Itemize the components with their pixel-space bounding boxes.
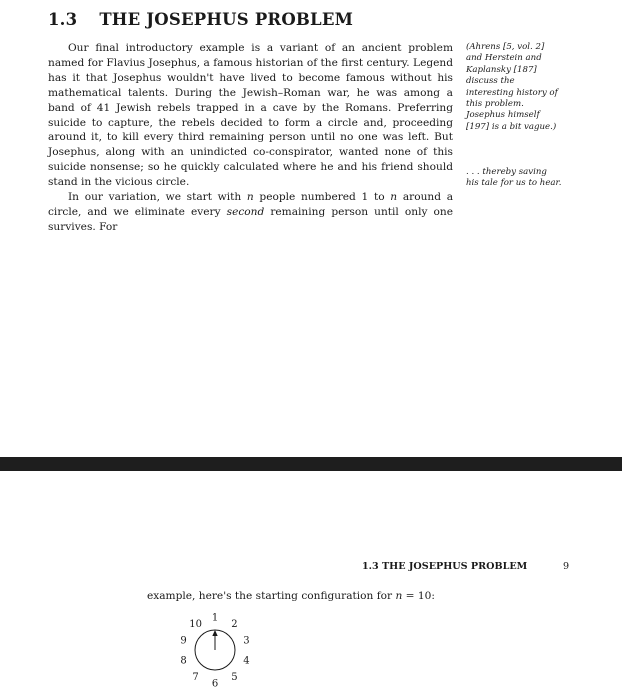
position-label-6: 6 bbox=[211, 678, 219, 690]
paragraph-2-text: people numbered 1 to bbox=[253, 191, 391, 204]
position-label-5: 5 bbox=[231, 672, 238, 684]
position-label-10: 10 bbox=[189, 618, 202, 630]
section-number: 1.3 bbox=[48, 10, 78, 29]
paragraph-2-text: around a circle, and we eliminate every bbox=[48, 191, 454, 218]
continued-text-part: example, here's the starting configuration for bbox=[147, 590, 396, 602]
josephus-circle-figure bbox=[150, 605, 280, 700]
position-label-7: 7 bbox=[192, 672, 199, 684]
paragraph-2 bbox=[48, 190, 453, 235]
position-label-2: 2 bbox=[231, 618, 238, 630]
margin-note-references: (Ahrens [5, vol. 2] and Herstein and Kaplansky [187] discuss the interesting history of this problem. Josephus himself [197] is a bit vague.) bbox=[466, 42, 558, 132]
paragraph-2-text: remaining person until only one survives. For bbox=[48, 205, 453, 233]
emphasis-second: second bbox=[226, 205, 265, 218]
math-n: n bbox=[246, 191, 254, 204]
paragraph-1: Our final introductory example is a variant of an ancient problem named for Flavius Josephus, a famous historian of the first century. Legend has it that Josephus wouldn't have lived to become famous without his mathematical talents. During the Jewish–Roman war, he was among a band of 41 Jewish rebels trapped in a cave by the Romans. Preferring suicide to capture, the rebels decided to form a circle and, proceeding around it, to kill every third remaining person until no one was left. But Josephus, along with an unindicted co-conspirator, wanted none of this suicide nonsense; so he quickly calculated where he and his friend should stand in the vicious circle. bbox=[48, 42, 453, 189]
math-n: n bbox=[395, 590, 403, 602]
running-head: 1.3 THE JOSEPHUS PROBLEM bbox=[362, 561, 528, 572]
continued-text-part: = 10: bbox=[402, 590, 435, 602]
position-label-1: 1 bbox=[211, 612, 219, 624]
continued-text bbox=[147, 590, 435, 602]
position-label-8: 8 bbox=[180, 655, 187, 667]
body-text bbox=[48, 41, 453, 235]
position-label-4: 4 bbox=[243, 655, 250, 667]
start-arrow-head bbox=[212, 630, 217, 636]
position-label-3: 3 bbox=[243, 635, 250, 647]
page-number: 9 bbox=[563, 561, 570, 572]
section-heading bbox=[48, 10, 353, 29]
position-labels bbox=[180, 613, 249, 690]
margin-note-saving-tale: . . . thereby saving his tale for us to hear. bbox=[466, 167, 562, 189]
paragraph-2-text: In our variation, we start with bbox=[68, 191, 247, 204]
page-divider bbox=[0, 457, 622, 471]
position-label-9: 9 bbox=[180, 635, 187, 647]
math-n: n bbox=[390, 191, 398, 204]
section-title: THE JOSEPHUS PROBLEM bbox=[99, 10, 354, 29]
